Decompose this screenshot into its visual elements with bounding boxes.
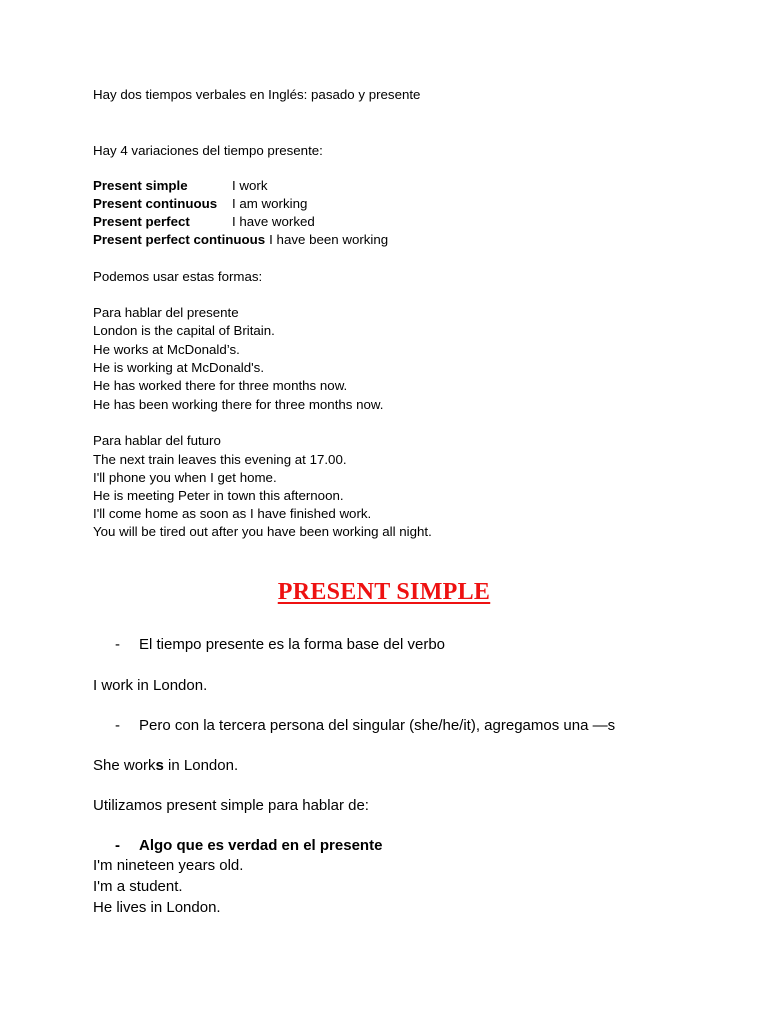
intro-line-2: Hay 4 variaciones del tiempo presente: xyxy=(93,143,323,158)
example-line: I'm nineteen years old. xyxy=(93,857,244,874)
tense-name: Present simple xyxy=(93,178,188,193)
tense-example: I have worked xyxy=(232,214,315,229)
example-suffix: s xyxy=(155,757,164,774)
section-heading: PRESENT SIMPLE xyxy=(277,579,491,605)
present-example: He is working at McDonald's. xyxy=(93,360,265,375)
tense-example: I have been working xyxy=(269,232,389,247)
tense-row xyxy=(93,195,307,213)
bullet-text: Pero con la tercera persona del singular (she/he/it), agregamos una —s xyxy=(139,717,616,734)
bullet-dash: - xyxy=(115,636,120,653)
future-section-title: Para hablar del futuro xyxy=(93,433,221,448)
bullet-dash: - xyxy=(115,717,120,734)
tense-row xyxy=(93,177,267,195)
future-example: I'll phone you when I get home. xyxy=(93,470,277,485)
bullet-text: Algo que es verdad en el presente xyxy=(139,837,383,854)
future-example: The next train leaves this evening at 17.00. xyxy=(93,452,347,467)
tense-row xyxy=(93,213,315,231)
present-example: He has worked there for three months now. xyxy=(93,378,348,393)
tense-example: I work xyxy=(232,178,268,193)
future-example: You will be tired out after you have been working all night. xyxy=(93,524,432,539)
example-line: I work in London. xyxy=(93,677,208,694)
present-example: He works at McDonald’s. xyxy=(93,342,240,357)
example-text: in London. xyxy=(163,757,239,774)
future-example: He is meeting Peter in town this afternoon. xyxy=(93,488,344,503)
bullet-text: El tiempo presente es la forma base del verbo xyxy=(139,636,445,653)
present-example: London is the capital of Britain. xyxy=(93,323,275,338)
tense-name: Present perfect continuous xyxy=(93,232,266,247)
tense-example: I am working xyxy=(232,196,308,211)
present-example: He has been working there for three months now. xyxy=(93,397,384,412)
usage-intro: Podemos usar estas formas: xyxy=(93,269,263,284)
example-line xyxy=(93,756,238,776)
intro-line-1: Hay dos tiempos verbales en Inglés: pasado y presente xyxy=(93,87,421,102)
example-text: She work xyxy=(93,757,156,774)
tense-name: Present perfect xyxy=(93,214,190,229)
future-example: I'll come home as soon as I have finished work. xyxy=(93,506,372,521)
bullet-dash: - xyxy=(115,837,120,854)
uses-intro: Utilizamos present simple para hablar de: xyxy=(93,797,369,814)
example-line: He lives in London. xyxy=(93,899,221,916)
tense-name: Present continuous xyxy=(93,196,218,211)
example-line: I'm a student. xyxy=(93,878,183,895)
present-section-title: Para hablar del presente xyxy=(93,305,239,320)
tense-row xyxy=(93,231,388,249)
